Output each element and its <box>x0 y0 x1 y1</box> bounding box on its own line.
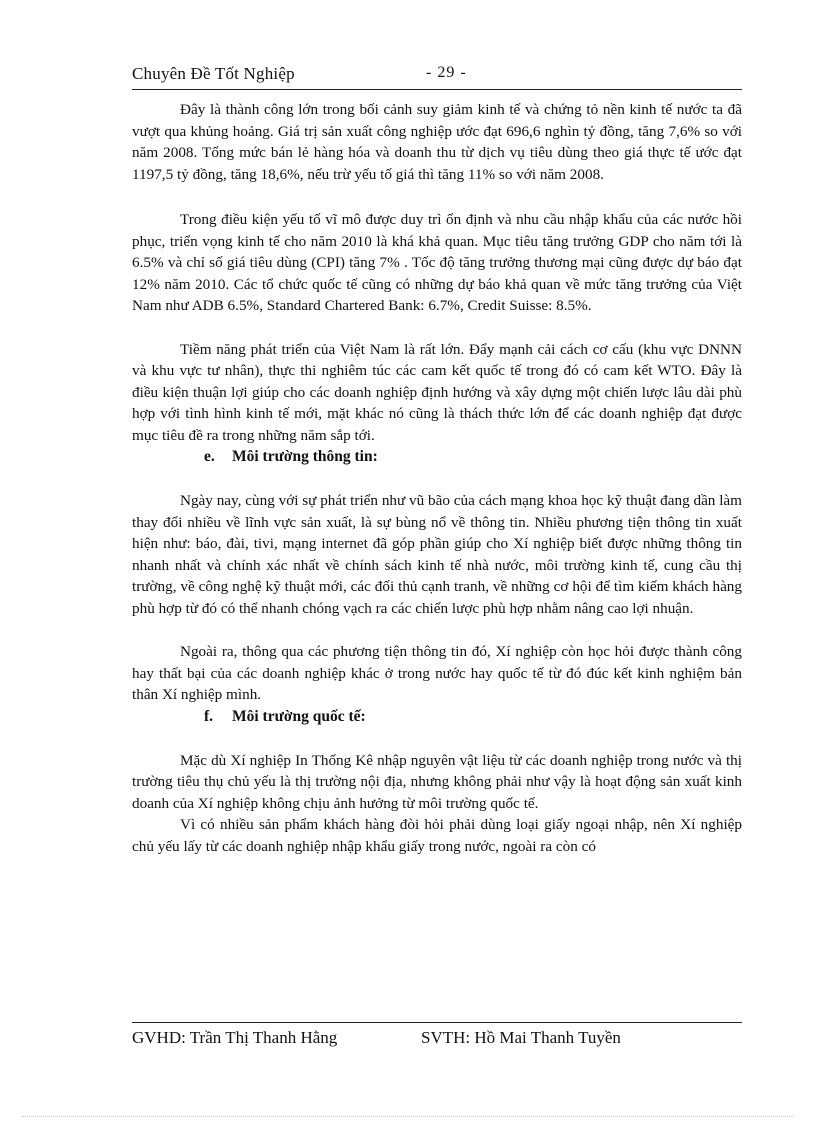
footer-advisor: GVHD: Trần Thị Thanh Hằng <box>132 1028 338 1047</box>
section-heading-f <box>132 706 742 728</box>
paragraph: Ngày nay, cùng với sự phát triển như vũ bão của cách mạng khoa học kỹ thuật đang dần làm thay đổi nhiều về lĩnh vực sản xuất, là sự bùng nổ về thông tin. Nhiều phương tiện thông tin xuất hiện như: báo, đài, tivi, mạng internet đã góp phần giúp cho Xí nghiệp biết được những thông tin nhanh nhất và chính xác nhất về chính sách kinh tế nhà nước, môi trường kinh tế, cung cầu thị trường, về công nghệ kỹ thuật mới, các đối thủ cạnh tranh, về những cơ hội để tìm kiếm khách hàng phù hợp từ đó có thể nhanh chóng vạch ra các chiến lược phù hợp nhằm nâng cao lợi nhuận. <box>132 492 742 617</box>
page-footer <box>132 1028 742 1052</box>
footer-student: SVTH: Hồ Mai Thanh Tuyền <box>421 1028 621 1047</box>
paragraph: Vì có nhiều sản phẩm khách hàng đòi hỏi phải dùng loại giấy ngoại nhập, nên Xí nghiệp chủ yếu lấy từ các doanh nghiệp nhập khẩu giấy trong nước, ngoài ra còn có <box>132 816 742 855</box>
body-text <box>132 99 742 857</box>
heading-title: Môi trường thông tin: <box>232 448 378 465</box>
heading-title: Môi trường quốc tế: <box>232 707 366 725</box>
heading-letter: f. <box>204 707 214 725</box>
header-rule <box>132 89 742 90</box>
paragraph: Ngoài ra, thông qua các phương tiện thông tin đó, Xí nghiệp còn học hỏi được thành công hay thất bại của các doanh nghiệp khác ở trong nước hay quốc tế từ đó đúc kết kinh nghiệm bản thân Xí nghiệp mình. <box>132 643 742 703</box>
paragraph: Trong điều kiện yếu tố vĩ mô được duy trì ổn định và nhu cầu nhập khẩu của các nước hồi phục, triển vọng kinh tế cho năm 2010 là khá khả quan. Mục tiêu tăng trưởng GDP cho năm tới là 6.5% và chỉ số giá tiêu dùng (CPI) tăng 7% . Tốc độ tăng trưởng thương mại cũng được dự báo đạt 12% năm 2010. Các tổ chức quốc tế cũng có những dự báo khả quan về mức tăng trưởng của Việt Nam như ADB 6.5%, Standard Chartered Bank: 6.7%, Credit Suisse: 8.5%. <box>132 211 742 314</box>
section-heading-e <box>132 446 742 468</box>
paragraph: Tiềm năng phát triển của Việt Nam là rất lớn. Đẩy mạnh cải cách cơ cấu (khu vực DNNN và khu vực tư nhân), thực thi nghiêm túc các cam kết quốc tế trong đó có cam kết WTO. Đây là điều kiện thuận lợi giúp cho các doanh nghiệp định hướng và xây dựng một chiến lược lâu dài phù hợp với tình hình kinh tế mới, mặt khác nó cũng là thách thức lớn để các doanh nghiệp đạt được mục tiêu đề ra trong những năm sắp tới. <box>132 340 742 444</box>
page-header <box>132 64 742 88</box>
page-edge-divider <box>22 1116 794 1117</box>
page-number: - 29 - <box>426 64 467 81</box>
heading-letter: e. <box>204 448 215 465</box>
footer-rule <box>132 1022 742 1023</box>
paragraph: Mặc dù Xí nghiệp In Thống Kê nhập nguyên vật liệu từ các doanh nghiệp trong nước và thị trường tiêu thụ chủ yếu là thị trường nội địa, nhưng không phải như vậy là hoạt động sản xuất kinh doanh của Xí nghiệp không chịu ảnh hưởng từ môi trường quốc tế. <box>132 751 742 812</box>
paragraph: Đây là thành công lớn trong bối cảnh suy giảm kinh tế và chứng tỏ nền kinh tế nước ta đã vượt qua khủng hoảng. Giá trị sản xuất công nghiệp ước đạt 696,6 nghìn tỷ đồng, tăng 7,6% so với năm 2008. Tổng mức bán lẻ hàng hóa và doanh thu từ dịch vụ tiêu dùng theo giá thực tế ước đạt 1197,5 tỷ đồng, tăng 18,6%, nếu trừ yếu tố giá thì tăng 11% so với năm 2008. <box>132 101 742 183</box>
header-title: Chuyên Đề Tốt Nghiệp <box>132 64 295 83</box>
